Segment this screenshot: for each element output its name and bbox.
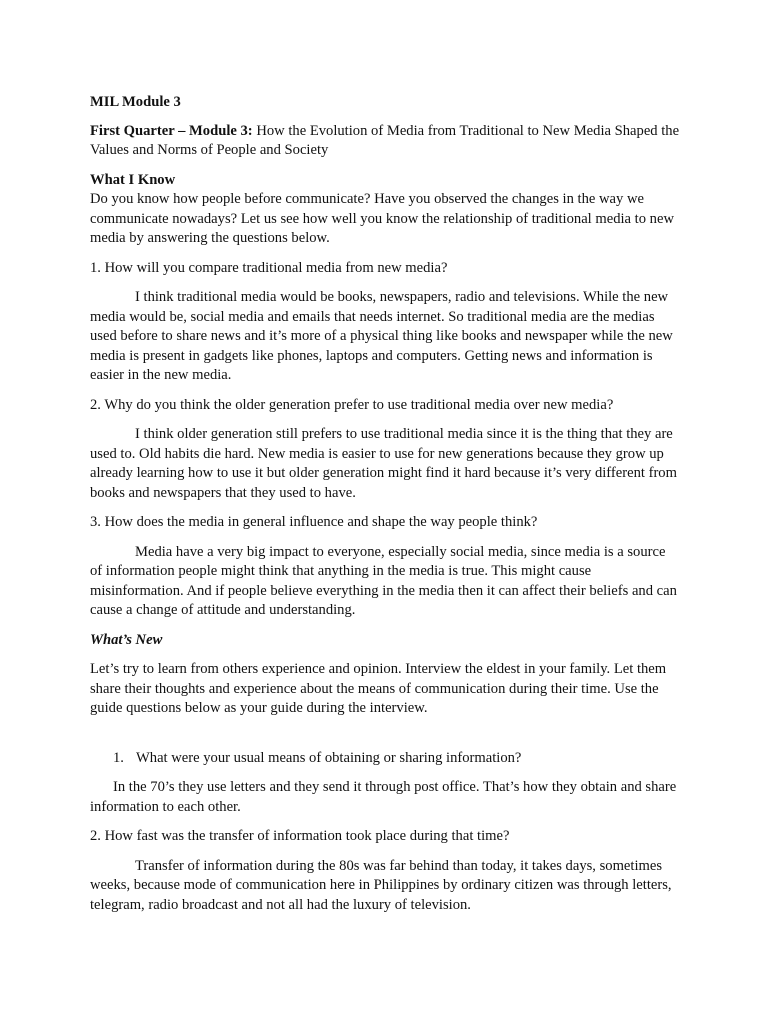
spacer — [90, 729, 680, 749]
question-3: 3. How does the media in general influence and shape the way people think? — [90, 514, 538, 530]
module-subtitle — [90, 122, 680, 161]
interview-question-1 — [90, 749, 680, 769]
interview-question-1-text: What were your usual means of obtaining or sharing information? — [136, 749, 522, 766]
answer-1: I think traditional media would be books, newspapers, radio and televisions. While the new media would be, social media and emails that needs internet. So traditional media are the medias used before to share news and it’s more of a physical thing like books and newspaper while the new media is present in gadgets like phones, laptops and computers. Getting news and information is easier in the new media. — [90, 289, 673, 383]
whats-new-heading: What’s New — [90, 631, 163, 648]
question-1: 1. How will you compare traditional media from new media? — [90, 259, 448, 276]
what-i-know-intro: Do you know how people before communicate? Have you observed the changes in the way we communicate nowadays? Let us see how well you know the relationship of traditional media to new media by answering the questions below. — [90, 191, 674, 246]
interview-question-1-number: 1. — [113, 749, 124, 766]
question-2: 2. Why do you think the older generation prefer to use traditional media over new media? — [90, 396, 614, 413]
module-title: MIL Module 3 — [90, 94, 181, 110]
answer-2: I think older generation still prefers to use traditional media since it is the thing that they are used to. Old habits die hard. New media is easier to use for new generations because they grow up already learning how to use it but older generation might find it hard because it’s very different from books and newspapers that they used to have. — [90, 426, 677, 501]
document-body — [90, 93, 680, 925]
quarter-label: First Quarter – Module 3: — [90, 122, 253, 139]
what-i-know-heading: What I Know — [90, 171, 176, 188]
answer-3: Media have a very big impact to everyone, especially social media, since media is a source of information people might think that anything in the media is true. This might cause misinformation. And if people believe everything in the media then it can affect their beliefs and can cause a change of attitude and understanding. — [90, 543, 677, 618]
whats-new-intro: Let’s try to learn from others experience and opinion. Interview the eldest in your family. Let them share their thoughts and experience about the means of communication during their time. Use the guide questions below as your guide during the interview. — [90, 661, 667, 716]
interview-answer-1: In the 70’s they use letters and they send it through post office. That’s how they obtain and share information to each other. — [90, 779, 677, 815]
interview-question-2: 2. How fast was the transfer of information took place during that time? — [90, 828, 510, 844]
module-topic: How the Evolution of Media from Traditional to New Media Shaped the Values and Norms of People and Society — [90, 122, 680, 158]
interview-answer-2: Transfer of information during the 80s was far behind than today, it takes days, sometimes weeks, because mode of communication here in Philippines by ordinary citizen was through letters, telegram, radio broadcast and not all had the luxury of television. — [90, 857, 672, 913]
